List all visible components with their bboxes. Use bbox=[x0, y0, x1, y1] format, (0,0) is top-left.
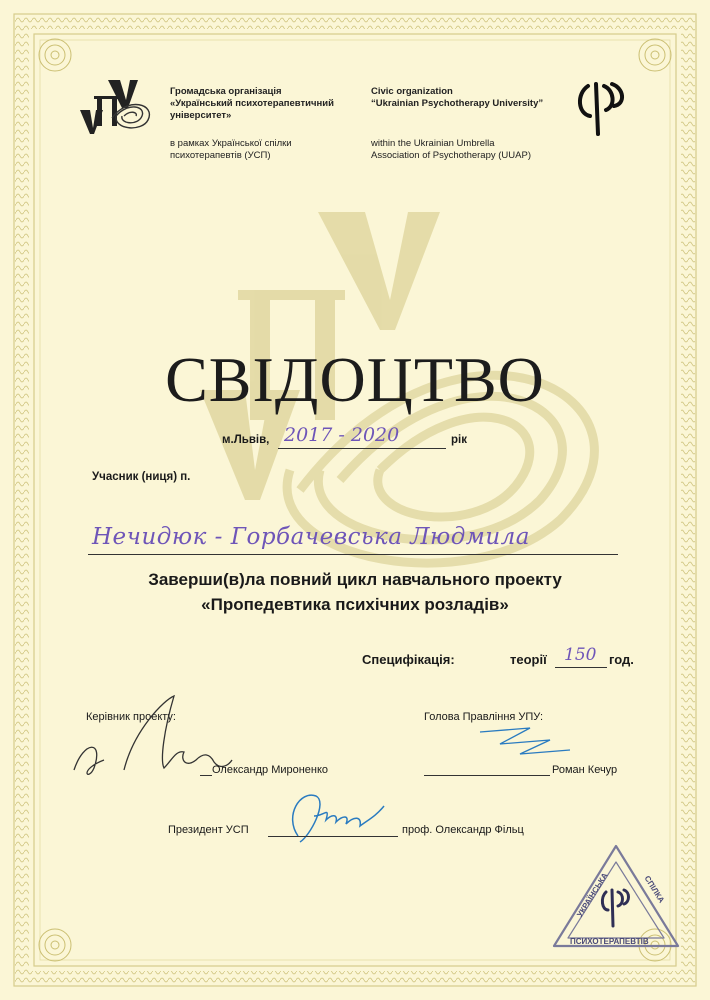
hours-handwritten: 150 bbox=[564, 645, 597, 665]
header-ua-org bbox=[170, 86, 334, 122]
place-label: м.Львів, bbox=[222, 434, 270, 446]
header-ua-sub-line1: в рамках Української спілки bbox=[170, 138, 292, 149]
board-head-label: Голова Правління УПУ: bbox=[424, 711, 544, 723]
completion-line1: Заверши(в)ла повний цикл навчального проекту bbox=[148, 570, 562, 589]
year-suffix: рік bbox=[451, 434, 467, 446]
header-ua-sub-line2: психотерапевтів (УСП) bbox=[170, 150, 271, 161]
participant-underline bbox=[88, 554, 618, 555]
board-head-underline bbox=[424, 775, 550, 776]
president-underline bbox=[268, 836, 398, 837]
participant-name-handwritten: Нечидюк - Горбачевська Людмила bbox=[92, 524, 531, 550]
header-ua-sub bbox=[170, 138, 292, 162]
spec-unit: год. bbox=[609, 652, 634, 667]
project-head-name: Олександр Мироненко bbox=[212, 764, 329, 776]
header-ua-org-line1: Громадська організація bbox=[170, 86, 282, 97]
president-name: проф. Олександр Фільц bbox=[402, 824, 524, 836]
header-en-org bbox=[371, 86, 543, 110]
project-head-underline bbox=[200, 775, 212, 776]
hours-underline bbox=[555, 667, 607, 668]
president-label: Президент УСП bbox=[168, 824, 249, 836]
header-en-org-line2: “Ukrainian Psychotherapy University” bbox=[371, 98, 544, 109]
years-handwritten: 2017 - 2020 bbox=[284, 424, 400, 446]
header-en-sub-line1: within the Ukrainian Umbrella bbox=[371, 138, 495, 149]
header-en-sub-line2: Association of Psychotherapy (UUAP) bbox=[371, 150, 531, 161]
stamp-text-bottom: ПСИХОТЕРАПЕВТІВ bbox=[570, 937, 649, 946]
certificate-title: СВІДОЦТВО bbox=[165, 344, 545, 415]
board-head-name: Роман Кечур bbox=[552, 764, 618, 776]
header-en-org-line1: Civic organization bbox=[371, 86, 453, 97]
header-ua-org-line2: «Український психотерапевтичний bbox=[170, 98, 334, 109]
usp-logo-icon bbox=[572, 76, 632, 138]
years-underline bbox=[278, 448, 446, 449]
stamp-text-right: СПІЛКА bbox=[642, 874, 667, 905]
participant-label: Учасник (ниця) п. bbox=[92, 471, 191, 483]
project-head-label: Керівник проекту: bbox=[86, 711, 176, 723]
header-ua-org-line3: університет» bbox=[170, 110, 232, 121]
completion-line2: «Пропедевтика психічних розладів» bbox=[201, 595, 509, 614]
stamp-text-top: УКРАЇНСЬКА bbox=[575, 871, 610, 919]
stamp-seal bbox=[548, 840, 684, 952]
header-en-sub bbox=[371, 138, 531, 162]
board-head-signature bbox=[460, 722, 580, 762]
president-signature bbox=[280, 786, 390, 850]
upu-logo-icon bbox=[72, 74, 162, 138]
spec-label: Специфікація: bbox=[362, 652, 455, 667]
spec-theory-label: теорії bbox=[510, 652, 547, 667]
